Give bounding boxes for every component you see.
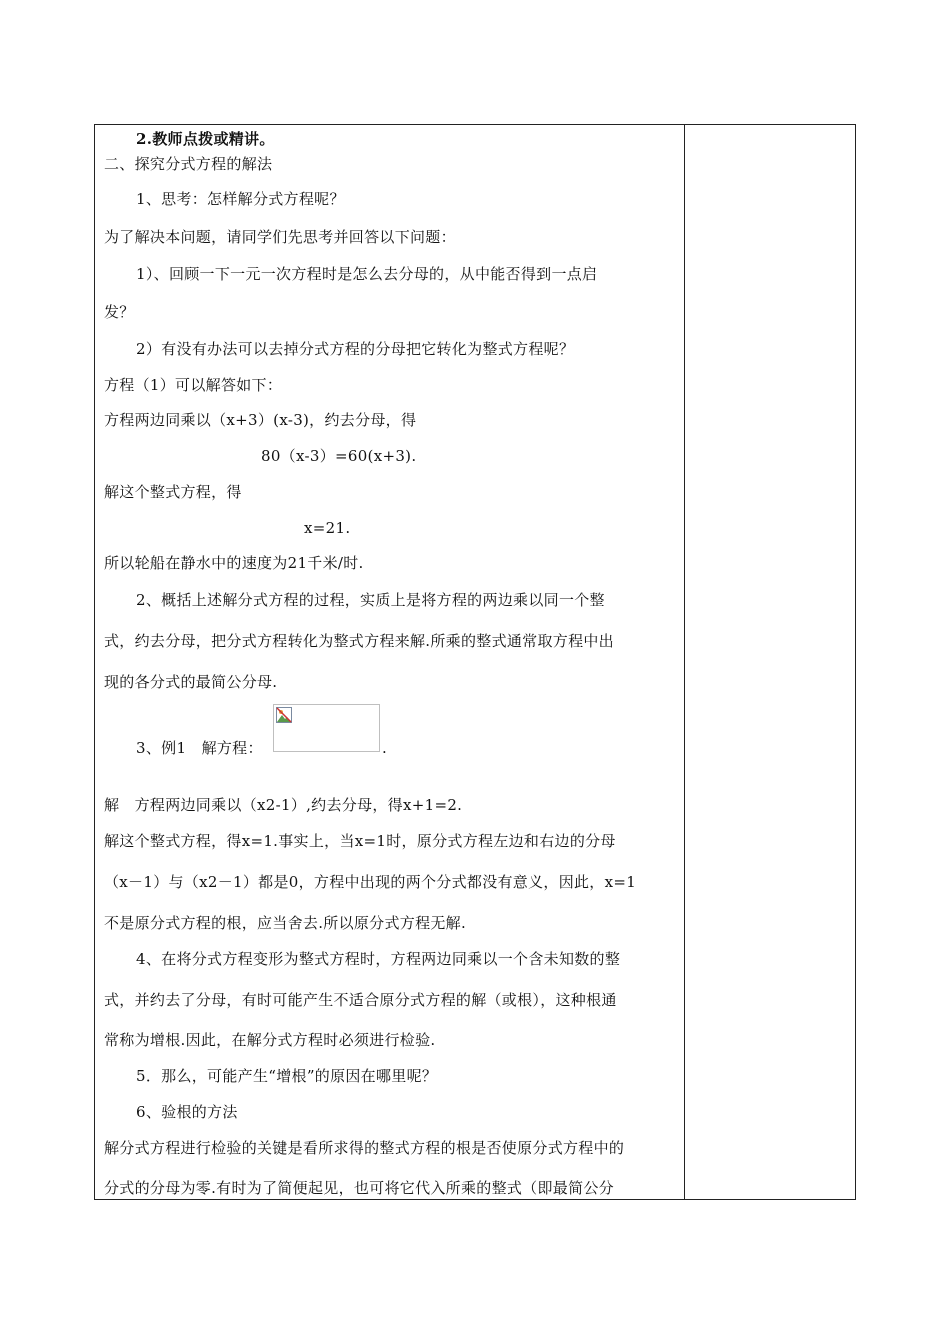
text-line: 6、验根的方法 bbox=[136, 1103, 238, 1121]
text-line: 所以轮船在静水中的速度为21千米/时. bbox=[104, 554, 364, 572]
text-line: 2、概括上述解分式方程的过程，实质上是将方程的两边乘以同一个整 bbox=[136, 591, 605, 609]
example-period: . bbox=[382, 739, 388, 757]
text-line: 1、思考：怎样解分式方程呢？ bbox=[136, 190, 345, 208]
text-line: 解分式方程进行检验的关键是看所求得的整式方程的根是否使原分式方程中的 bbox=[104, 1139, 625, 1157]
subsection-title: 二、探究分式方程的解法 bbox=[104, 155, 273, 173]
section-heading: 2.教师点拨或精讲。 bbox=[136, 130, 275, 148]
text-line: 式，并约去了分母，有时可能产生不适合原分式方程的解（或根），这种根通 bbox=[104, 991, 617, 1009]
text-line: 2）有没有办法可以去掉分式方程的分母把它转化为整式方程呢？ bbox=[136, 340, 575, 358]
text-line: 为了解决本问题，请同学们先思考并回答以下问题： bbox=[104, 228, 456, 246]
example-label: 3、例1 解方程： bbox=[136, 739, 263, 757]
equation-line: x=21. bbox=[304, 519, 351, 537]
broken-image-icon bbox=[276, 707, 292, 723]
text-line: 方程（1）可以解答如下： bbox=[104, 376, 283, 394]
text-line: 分式的分母为零.有时为了简便起见，也可将它代入所乘的整式（即最简公分 bbox=[104, 1179, 614, 1197]
text-line: 5．那么，可能产生“增根”的原因在哪里呢？ bbox=[136, 1067, 438, 1085]
text-line: 方程两边同乘以（x+3）(x-3)，约去分母，得 bbox=[104, 411, 417, 429]
equation-image bbox=[273, 704, 380, 752]
text-line: 现的各分式的最简公分母. bbox=[104, 673, 278, 691]
text-line: 式，约去分母，把分式方程转化为整式方程来解.所乘的整式通常取方程中出 bbox=[104, 632, 614, 650]
text-line: 解这个整式方程，得x=1.事实上，当x=1时，原分式方程左边和右边的分母 bbox=[104, 832, 616, 850]
text-line: （x－1）与（x2－1）都是0，方程中出现的两个分式都没有意义，因此，x=1 bbox=[104, 873, 637, 891]
text-line: 解这个整式方程，得 bbox=[104, 483, 242, 501]
text-line: 4、在将分式方程变形为整式方程时，方程两边同乘以一个含未知数的整 bbox=[136, 950, 621, 968]
text-line: 不是原分式方程的根，应当舍去.所以原分式方程无解. bbox=[104, 914, 467, 932]
equation-line: 80（x-3）=60(x+3). bbox=[261, 447, 417, 465]
text-line: 常称为增根.因此，在解分式方程时必须进行检验. bbox=[104, 1031, 436, 1049]
text-line: 解 方程两边同乘以（x2-1）,约去分母，得x+1=2. bbox=[104, 796, 463, 814]
text-line: 发？ bbox=[104, 303, 135, 321]
notes-column bbox=[685, 125, 855, 1199]
text-line: 1）、回顾一下一元一次方程时是怎么去分母的，从中能否得到一点启 bbox=[136, 265, 598, 283]
